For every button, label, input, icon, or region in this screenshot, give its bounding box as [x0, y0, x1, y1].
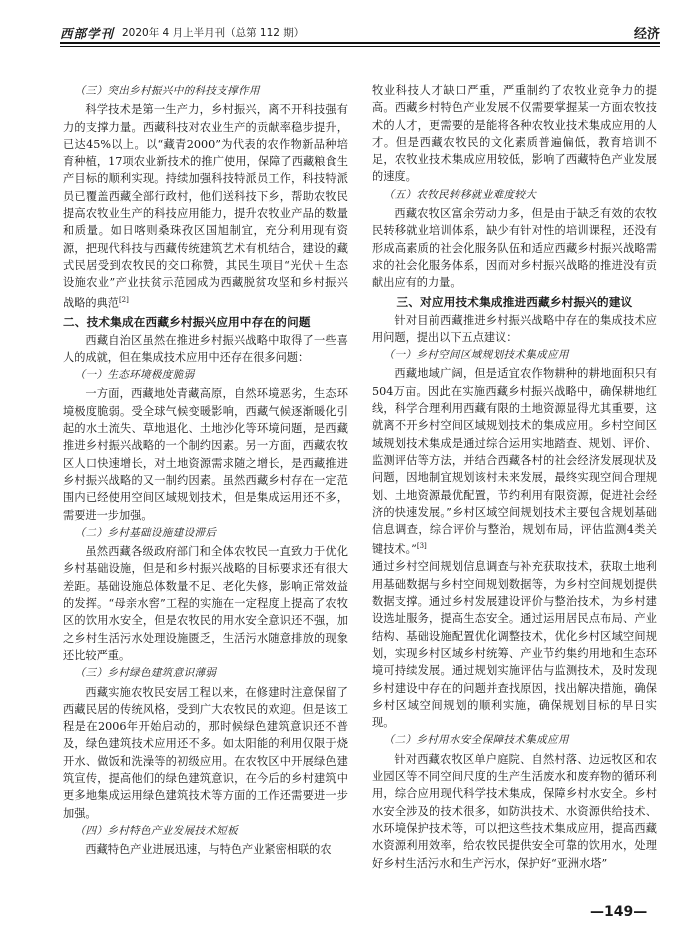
section-label: 经济	[633, 27, 660, 42]
left-subheading: （一）生态环境极度脆弱	[74, 369, 195, 382]
right-subheading: （五）农牧民转移就业难度较大	[383, 188, 537, 201]
citation-marker: [3]	[416, 542, 427, 551]
journal-masthead: 西部学刊	[60, 26, 115, 41]
right-subheading: （二）乡村用水安全保障技术集成应用	[383, 734, 569, 747]
right-paragraph: 针对西藏农牧区单户庭院、自然村落、边远牧区和农业园区等不同空间尺度的生产生活废水和废弃物的循环利用，综合应用现代科学技术集成，保障乡村水安全。乡村水安全涉及的技术很多，如防洪技术、水资源供给技术、水环境保护技术等，可以把这些技术集成应用，提高西藏水资源利用效率，给农牧民提供安全可靠的饮用水，处理好乡村生活污水和生产污水，保护好“亚洲水塔”	[372, 752, 657, 870]
left-paragraph: 西藏实施农牧民安居工程以来，在修建时注意保留了西藏民居的传统风格，受到广大农牧民的欢迎。但是该工程是在2006年开始启动的，那时候绿色建筑意识还不普及，绿色建筑技术应用还不多。如太阳能的利用仅限于烧开水、做饭和洗澡等的初级应用。在农牧区中开展绿色建筑宣传，提高他们的绿色建筑意识，在今后的乡村建筑中更多地集成运用绿色建筑技术等方面的工作还需要进一步加强。	[63, 685, 348, 820]
left-subheading: （三）突出乡村振兴中的科技支撑作用	[74, 85, 260, 97]
left-paragraph: 虽然西藏各级政府部门和全体农牧民一直致力于优化乡村基础设施，但是和乡村振兴战略的目标要求还有很大差距。基础设施总体数量不足、老化失修，影响正常效益的发挥。“母亲水窖”工程的实施在一定程度上提高了农牧区的饮用水安全，但是农牧民的用水安全意识还不强，加之乡村生活污水处理设施匮乏，生活污水随意排放的现象还比较严重。	[63, 545, 348, 662]
left-paragraph: 西藏特色产业进展迅速，与特色产业紧密相联的农	[85, 843, 332, 857]
right-paragraph: 针对目前西藏推进乡村振兴战略中存在的集成技术应用问题，提出以下五点建议：	[372, 313, 657, 344]
header-rule	[60, 42, 660, 44]
header-rule-thin	[60, 46, 660, 47]
left-subheading: （四）乡村特色产业发展技术短板	[74, 824, 239, 837]
left-paragraph: 西藏自治区虽然在推进乡村振兴战略中取得了一些喜人的成就，但在集成技术应用中还存在很多问题：	[63, 333, 348, 364]
right-paragraph: 西藏地域广阔，但是适宜农作物耕种的耕地面积只有504万亩。因此在实施西藏乡村振兴战略中，确保耕地红线，科学合理利用西藏有限的土地资源显得尤其重要，这就离不开乡村空间区域规划技术的集成应用。乡村空间区域规划技术集成是通过综合运用实地踏查、规划、评价、监测评估等方法，并结合西藏各村的社会经济发展现状及问题，因地制宜规划该村未来发展，最终实现空间合理规划、土地资源最优配置，节约利用有限资源，促进社会经济的快速发展。”乡村区域空间规划技术主要包含规划基础信息调查，综合评价与整治，规划布局，评估监测4类关键技术。”[3]	[372, 367, 657, 557]
left-subheading: （三）乡村绿色建筑意识薄弱	[74, 667, 217, 680]
left-section-heading: 二、技术集成在西藏乡村振兴应用中存在的问题	[63, 314, 311, 329]
left-paragraph: 科学技术是第一生产力，乡村振兴，离不开科技强有力的支撑力量。西藏科技对农业生产的贡献率稳步提升，已达45%以上。以“藏青2000”为代表的农作物新品种培育种植，17项农业新技术的推广使用，保障了西藏粮食生产目标的顺利实现。持续加强科技特派员工作，科技特派员已覆盖西藏全部行政村，他们送科技下乡，帮助农牧民提高农牧业生产的科技应用能力，提升农牧业产品的数量和质量。如日喀则桑珠孜区国旭制宜，充分利用现有资源，把现代科技与西藏传统建筑艺术有机结合，建设的藏式民居受到农牧民的交口称赞，其民生项目“光伏＋生态设施农业”产业扶贫示范园成为西藏脱贫攻坚和乡村振兴战略的典范[2]	[63, 103, 348, 310]
left-column	[63, 82, 348, 859]
issue-info: 2020年 4 月上半月刊（总第 112 期）	[122, 27, 305, 39]
right-subheading: （一）乡村空间区域规划技术集成应用	[383, 349, 569, 362]
citation-marker: [2]	[118, 295, 129, 304]
left-subheading: （二）乡村基础设施建设滞后	[74, 526, 217, 539]
right-paragraph: 西藏农牧区富余劳动力多，但是由于缺乏有效的农牧民转移就业培训体系，缺少有针对性的培训课程，还没有形成高素质的社会化服务队伍和适应西藏乡村振兴战略需求的社会化服务体系，因而对乡村振兴战略的推进没有贡献出应有的力量。	[372, 207, 657, 290]
right-column	[372, 82, 657, 872]
right-paragraph: 通过乡村空间规划信息调查与补充获取技术，获取土地利用基础数据与乡村空间规划数据等，为乡村空间规划提供数据支撑。通过乡村发展建设评价与整治技术，为乡村建设选址服务，提高生态安全。通过运用居民点布局、产业结构、基础设施配置优化调整技术，优化乡村区域空间规划，实现乡村区域乡村统筹、产业节约集约用地和生态环境可持续发展。通过规划实施评估与监测技术，及时发现乡村建设中存在的问题并查找原因，找出解决措施，确保乡村区域空间规划的顺利实施，确保规划目标的早日实现。	[372, 560, 657, 730]
right-section-heading: 三、对应用技术集成推进西藏乡村振兴的建议	[396, 294, 633, 309]
left-paragraph: 一方面，西藏地处青藏高原，自然环境恶劣，生态环境极度脆弱。受全球气候变暖影响，西藏气候逐渐暖化引起的水土流失、草地退化、土地沙化等环境问题，是西藏推进乡村振兴战略的一个制约因素。另一方面，西藏农牧区人口快速增长，对土地资源需求随之增长，是西藏推进乡村振兴战略的又一制约因素。虽然西藏乡村存在一定范围内已经使用空间区域规划技术，但是集成运用还不多，需要进一步加强。	[63, 387, 348, 522]
page-header	[60, 22, 660, 44]
right-paragraph: 牧业科技人才缺口严重，严重制约了农牧业竞争力的提高。西藏乡村特色产业发展不仅需要掌握某一方面农牧技术的人才，更需要的是能将各种农牧业技术集成应用的人才。但是西藏农牧民的文化素质普遍偏低，教育培训不足，农牧业技术集成应用较低，影响了西藏特色产业发展的速度。	[372, 84, 657, 184]
page-number: —149—	[590, 904, 648, 920]
